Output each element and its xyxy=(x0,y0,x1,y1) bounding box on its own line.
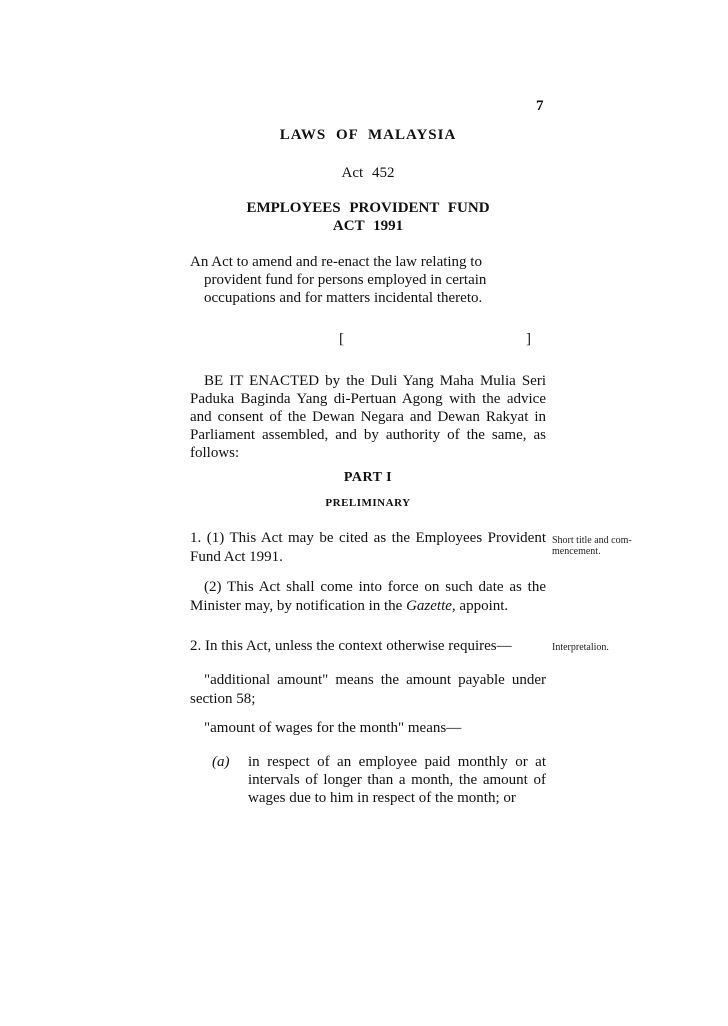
section-1-2-suffix: appoint. xyxy=(459,598,509,614)
act-name xyxy=(190,199,546,235)
act-number: Act 452 xyxy=(341,165,395,181)
section-1-2-text: (2) This Act shall come into force on such date as the Minister may, by notification in the xyxy=(190,579,546,614)
item-a-label: (a) xyxy=(212,754,230,770)
act-name-line1: EMPLOYEES PROVIDENT FUND xyxy=(246,200,490,216)
gazette-reference: Gazette, xyxy=(406,598,456,614)
long-title-line1: An Act to amend and re-enact the law relating to xyxy=(190,254,482,270)
item-a-text: in respect of an employee paid monthly or at intervals of longer than a month, the amount of wages due to him in respect of the month; or xyxy=(248,754,546,806)
act-name-line2: ACT 1991 xyxy=(332,218,404,234)
long-title xyxy=(190,253,546,307)
margin-note-short-title: Short title and com- mencement. xyxy=(552,535,632,557)
section-2: 2. In this Act, unless the context otherwise requires— xyxy=(190,638,512,654)
long-title-line2: provident fund for persons employed in certain xyxy=(204,272,487,288)
enacting-clause: BE IT ENACTED by the Duli Yang Maha Mulia Seri Paduka Baginda Yang di-Pertuan Agong with the advice and consent of the Dewan Negara and Dewan Rakyat in Parliament assembled, and by authority of the same, as follows: xyxy=(190,373,546,461)
part-subtitle: PRELIMINARY xyxy=(325,497,411,509)
definition-item-a xyxy=(212,753,546,807)
section-1-1: 1. (1) This Act may be cited as the Employees Provident Fund Act 1991. xyxy=(190,530,546,565)
section-1-2 xyxy=(190,578,546,616)
margin-note-interpretation: Interpretalion. xyxy=(552,642,609,653)
definition-additional-amount: "additional amount" means the amount payable under section 58; xyxy=(190,672,546,707)
commencement-bracket-open: [ xyxy=(339,331,344,347)
definition-amount-of-wages: "amount of wages for the month" means— xyxy=(204,720,462,736)
long-title-line3: occupations and for matters incidental thereto. xyxy=(204,290,483,306)
laws-title: LAWS OF MALAYSIA xyxy=(279,127,457,143)
part-title: PART I xyxy=(343,470,393,485)
commencement-bracket-close: ] xyxy=(526,331,531,347)
page-number: 7 xyxy=(536,98,544,114)
